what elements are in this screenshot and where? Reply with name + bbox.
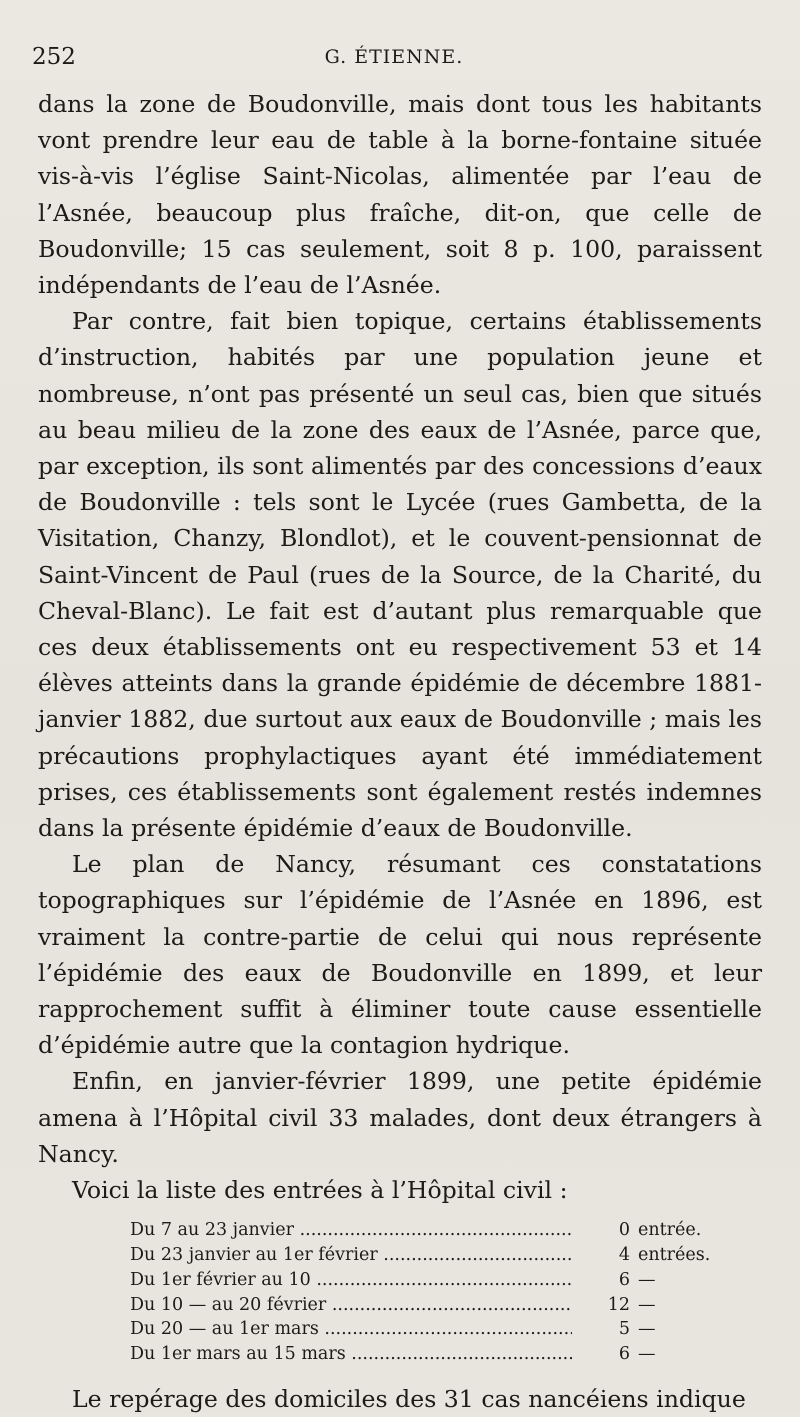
count-cell: 4 [618, 1245, 630, 1266]
paragraph-continued: dans la zone de Boudonville, mais dont tous les habitants vont prendre leur eau de table à la borne-fontaine située vis-à-vis l’église Saint-Nicolas, alimentée par l’eau de l’Asnée, beaucoup plus fraîche, dit-on, que celle de Boudonville; 15 cas seulement, soit 8 p. 100, paraissent indépendants de l’eau de l’Asnée. [38, 90, 762, 300]
table-row [130, 1293, 726, 1318]
table-row [130, 1342, 726, 1367]
period-cell: Du 7 au 23 janvier ..... [130, 1218, 572, 1243]
page-body [38, 86, 762, 1417]
unit-cell: entrées. [638, 1245, 711, 1266]
paragraph-continues: Le repérage des domiciles des 31 cas nancéiens indique [72, 1385, 746, 1414]
period-cell: Du 20 — au 1er mars ..... [130, 1317, 572, 1342]
count-cell: 6 [618, 1269, 630, 1290]
paragraph: Enfin, en janvier-février 1899, une petite épidémie amena à l’Hôpital civil 33 malades, dont deux étrangers à Nancy. [38, 1067, 762, 1168]
unit-cell: — [638, 1269, 656, 1290]
table-row [130, 1317, 726, 1342]
table-row [130, 1268, 726, 1293]
period-cell: Du 10 — au 20 février ..... [130, 1293, 572, 1318]
count-cell: 5 [618, 1319, 630, 1340]
unit-cell: — [638, 1344, 656, 1365]
unit-cell: entrée. [638, 1220, 702, 1241]
unit-cell: — [638, 1319, 656, 1340]
admissions-table [130, 1218, 726, 1367]
count-cell: 6 [618, 1344, 630, 1365]
table-row [130, 1218, 726, 1243]
page-number: 252 [32, 44, 76, 70]
table-intro: Voici la liste des entrées à l’Hôpital civil : [72, 1176, 568, 1205]
unit-cell: — [638, 1294, 656, 1315]
period-cell: Du 1er mars au 15 mars ..... [130, 1342, 572, 1367]
page-header [28, 40, 760, 80]
period-cell: Du 23 janvier au 1er février ..... [130, 1243, 572, 1268]
period-cell: Du 1er février au 10 ..... [130, 1268, 572, 1293]
table-row [130, 1243, 726, 1268]
paragraph: Le plan de Nancy, résumant ces constatations topographiques sur l’épidémie de l’Asnée en 1896, est vraiment la contre-partie de celui qui nous représente l’épidémie des eaux de Boudonville en 1899, et leur rapprochement suffit à éliminer toute cause essentielle d’épidémie autre que la contagion hydrique. [38, 850, 762, 1060]
count-cell: 0 [618, 1220, 630, 1241]
count-cell: 12 [607, 1294, 630, 1315]
running-head: G. ÉTIENNE. [324, 46, 464, 68]
paragraph: Par contre, fait bien topique, certains établissements d’instruction, habités par une population jeune et nombreuse, n’ont pas présenté un seul cas, bien que situés au beau milieu de la zone des eaux de l’Asnée, parce que, par exception, ils sont alimentés par des concessions d’eaux de Boudonville : tels sont le Lycée (rues Gambetta, de la Visitation, Chanzy, Blondlot), et le couvent-pensionnat de Saint-Vincent de Paul (rues de la Source, de la Charité, du Cheval-Blanc). Le fait est d’autant plus remarquable que ces deux établissements ont eu respectivement 53 et 14 élèves atteints dans la grande épidémie de décembre 1881-janvier 1882, due surtout aux eaux de Boudonville ; mais les précautions prophylactiques ayant été immédiatement prises, ces établissements sont également restés indemnes dans la présente épidémie d’eaux de Boudonville. [38, 307, 762, 843]
